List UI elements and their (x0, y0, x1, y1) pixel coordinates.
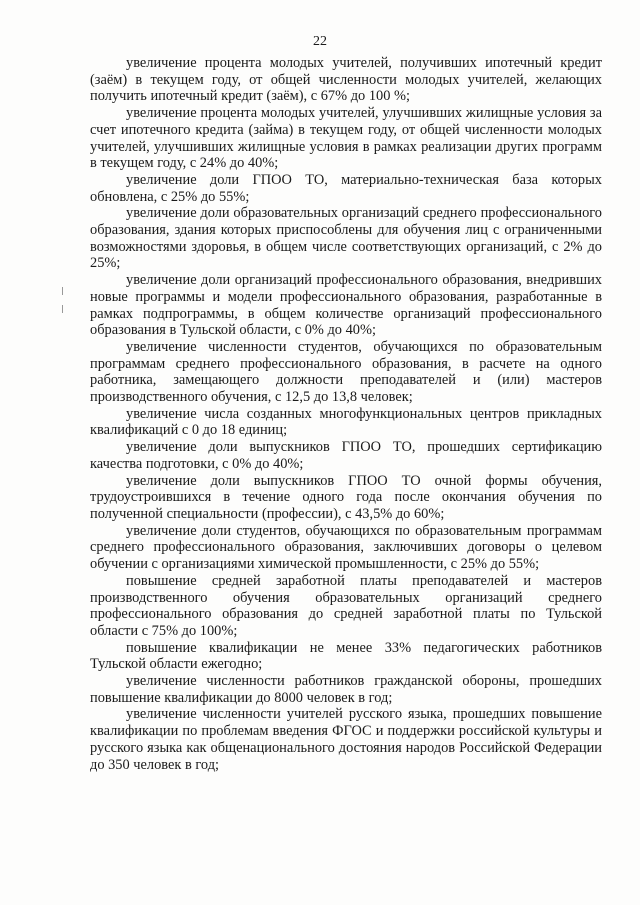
paragraph: увеличение процента молодых учителей, получивших ипотечный кредит (заём) в текущем году, от общей численности молодых учителей, желающих получить ипотечный кредит (заём), с 67% до 100 %; (90, 55, 602, 105)
paragraph: увеличение доли образовательных организаций среднего профессионального образования, здания которых приспособлены для обучения лиц с ограниченными возможностями здоровья, в общем числе соответствующих организаций, с 2% до 25%; (90, 205, 602, 272)
margin-mark (62, 287, 67, 295)
document-body (90, 55, 602, 773)
paragraph: повышение квалификации не менее 33% педагогических работников Тульской области ежегодно; (90, 639, 602, 673)
paragraph: увеличение численности студентов, обучающихся по образовательным программам среднего профессионального образования, в расчете на одного работника, замещающего должности преподавателей и (или) мастеров производственного обучения, с 12,5 до 13,8 человек; (90, 338, 602, 406)
paragraph: повышение средней заработной платы преподавателей и мастеров производственного обучения образовательных организаций среднего профессионального образования до средней заработной платы по Тульской области с 75% до 100%; (90, 572, 602, 639)
paragraph: увеличение доли студентов, обучающихся по образовательным программам среднего профессионального образования, заключивших договоры о целевом обучении с организациями химической промышленности, с 25% до 55%; (90, 522, 602, 573)
paragraph: увеличение доли ГПОО ТО, материально-техническая база которых обновлена, с 25% до 55%; (90, 171, 602, 205)
paragraph: увеличение процента молодых учителей, улучшивших жилищные условия за счет ипотечного кредита (займа) в текущем году, от общей численности молодых учителей, улучшивших жилищные условия в рамках реализации других программ в текущем году, с 24% до 40%; (90, 105, 602, 172)
paragraph: увеличение доли выпускников ГПОО ТО очной формы обучения, трудоустроившихся в течение одного года после окончания обучения по полученной специальности (профессии), с 43,5% до 60%; (90, 472, 602, 522)
paragraph: увеличение числа созданных многофункциональных центров прикладных квалификаций с 0 до 18 единиц; (90, 405, 602, 439)
page-number: 22 (313, 34, 327, 49)
paragraph: увеличение численности учителей русского языка, прошедших повышение квалификации по проблемам введения ФГОС и поддержки российской культуры и русского языка как общенационального достояния народов Российской Федерации до 350 человек в год; (90, 706, 602, 773)
paragraph: увеличение доли выпускников ГПОО ТО, прошедших сертификацию качества подготовки, с 0% до 40%; (90, 439, 602, 472)
paragraph: увеличение численности работников гражданской обороны, прошедших повышение квалификации до 8000 человек в год; (90, 673, 602, 706)
margin-mark (62, 305, 67, 313)
paragraph: увеличение доли организаций профессионального образования, внедривших новые программы и модели профессионального образования, разработанные в рамках подпрограммы, в общем количестве организаций профессионального образования в Тульской области, с 0% до 40%; (90, 272, 602, 339)
